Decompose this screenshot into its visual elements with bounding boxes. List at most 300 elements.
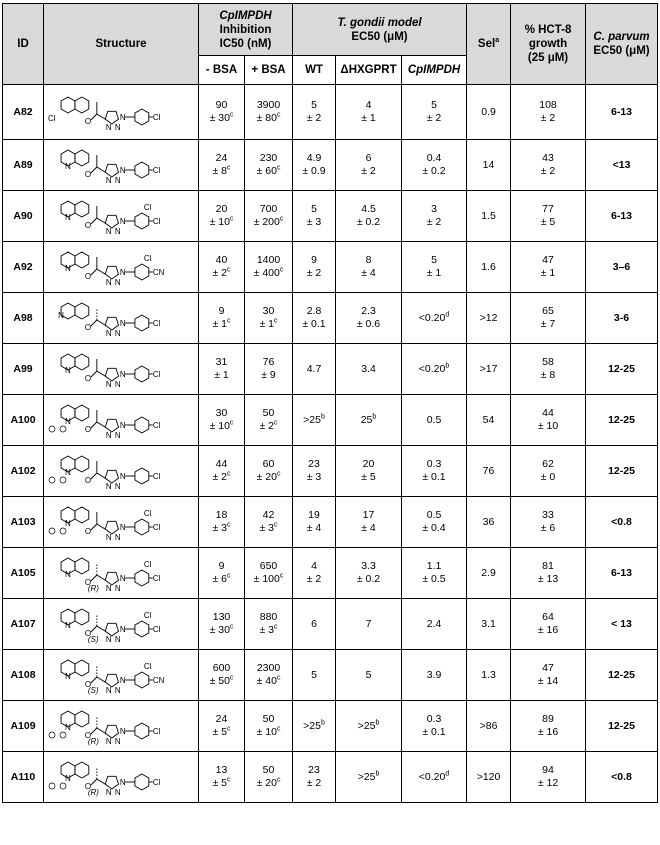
nitrogen-charge (60, 528, 66, 534)
ic50-plus-bsa (245, 242, 293, 293)
table-row (3, 446, 658, 497)
ec50-wt-sd: ± 3 (306, 216, 322, 228)
ec50-dhxgprt-mean: >25 (357, 770, 376, 783)
structure-cell (44, 344, 199, 395)
triazole-n1: N (105, 123, 112, 132)
oxide-charge (49, 732, 55, 738)
hct8-growth (511, 497, 586, 548)
triazole-n1: N (105, 533, 112, 542)
header-cparv-2: EC50 (μM) (593, 45, 650, 57)
hct8-growth-sd: ± 0 (540, 471, 556, 483)
compound-id: A99 (3, 344, 44, 395)
structure-drawing (46, 498, 196, 546)
ic50-plus-bsa (245, 344, 293, 395)
ec50-cpimpdh-sd: ± 0.1 (422, 726, 446, 738)
hct8-growth (511, 242, 586, 293)
ec50-dhxgprt-mean: 4.5 (361, 203, 376, 215)
stereo-label: (S) (87, 686, 99, 695)
selectivity: 14 (467, 140, 511, 191)
ec50-dhxgprt-mean: 3.3 (361, 560, 376, 572)
structure-cell (44, 140, 199, 191)
ic50-minus-bsa-mean: 9 (218, 305, 225, 317)
bond-o-ch (91, 626, 97, 632)
ic50-plus-bsa-footnote: c (276, 674, 281, 682)
bond-ch-triazole (97, 422, 105, 427)
ic50-minus-bsa (199, 140, 245, 191)
ec50-wt-mean: 6 (311, 617, 317, 630)
header-plus-bsa: + BSA (245, 56, 293, 85)
ic50-minus-bsa-footnote: c (229, 215, 234, 223)
ec50-dhxgprt-sd: ± 2 (361, 165, 376, 177)
structure-drawing (46, 88, 196, 136)
cparvum-ec50: 6-13 (586, 191, 658, 242)
ec50-dhxgprt-mean: 25 (360, 413, 373, 426)
ec50-cpimpdh (402, 752, 467, 803)
ec50-wt-mean: 19 (308, 509, 320, 521)
triazole-n2: N (114, 737, 121, 746)
triazole-n1: N (105, 584, 112, 593)
header-tg-sub: EC50 (μM) (351, 30, 408, 43)
triazole-n3: N (119, 113, 126, 122)
ec50-cpimpdh (402, 191, 467, 242)
header-cp-title: CpIMPDH (219, 9, 272, 22)
ec50-cpimpdh-mean: 5 (431, 99, 437, 111)
ic50-plus-bsa-sd: ± 3 (259, 624, 275, 636)
header-minus-bsa: - BSA (199, 56, 245, 85)
ec50-wt-mean: 5 (311, 203, 317, 215)
triazole-n1: N (105, 278, 112, 287)
ic50-plus-bsa (245, 446, 293, 497)
ic50-minus-bsa-value (199, 99, 244, 112)
ic50-minus-bsa-mean: 18 (215, 509, 228, 521)
ec50-cpimpdh-sd: ± 2 (426, 112, 442, 124)
ic50-plus-bsa (245, 548, 293, 599)
ic50-plus-bsa (245, 701, 293, 752)
ec50-cpimpdh (402, 395, 467, 446)
ring-right (75, 252, 89, 268)
table-row (3, 140, 658, 191)
ec50-dhxgprt (336, 701, 402, 752)
bond-ch-triazole (97, 218, 105, 223)
header-cpimpdh-inhibition (199, 4, 293, 56)
hct8-growth-mean: 65 (542, 305, 554, 317)
structure-drawing (46, 447, 196, 495)
bond-ch-triazole (97, 524, 105, 529)
triazole-n2: N (114, 584, 121, 593)
ec50-dhxgprt-value (336, 99, 401, 112)
table-row (3, 395, 658, 446)
ic50-minus-bsa-sd: ± 3 (212, 522, 228, 534)
ec50-wt-value (293, 305, 335, 318)
table-row (3, 191, 658, 242)
hct8-growth-value (511, 203, 585, 216)
triazole-n2: N (114, 329, 121, 338)
hct8-growth-sd: ± 2 (540, 112, 556, 124)
ic50-minus-bsa (199, 599, 245, 650)
ec50-cpimpdh-value (402, 560, 466, 573)
ring-right (75, 711, 89, 727)
hct8-growth-mean: 62 (542, 458, 554, 470)
ether-oxygen: O (84, 782, 92, 791)
ec50-cpimpdh (402, 242, 467, 293)
structure-drawing (46, 600, 196, 648)
ec50-dhxgprt-sd: ± 1 (361, 112, 376, 124)
ring-right (75, 660, 89, 676)
ic50-plus-bsa-mean: 76 (262, 356, 275, 368)
phenyl-ring (135, 723, 149, 739)
hct8-growth-sd: ± 1 (540, 267, 556, 279)
ec50-dhxgprt-footnote: b (375, 719, 380, 726)
ring-nitrogen: N (65, 417, 71, 426)
phenyl-ring (135, 570, 149, 586)
ic50-plus-bsa-sd: ± 40 (256, 675, 277, 687)
ec50-wt-mean: 4 (311, 560, 317, 572)
ic50-minus-bsa-sd: ± 6 (212, 573, 228, 585)
ring-right (75, 558, 89, 574)
structure-drawing (46, 243, 196, 291)
ic50-plus-bsa (245, 85, 293, 140)
ring-nitrogen: N (65, 213, 71, 222)
ec50-dhxgprt (336, 548, 402, 599)
structure-cell (44, 446, 199, 497)
triazole-n3: N (119, 676, 126, 685)
ic50-plus-bsa-value (245, 152, 292, 165)
para-chloro: Cl (152, 574, 161, 583)
ether-oxygen: O (84, 221, 92, 230)
ec50-wt-sd: ± 3 (306, 471, 322, 483)
ec50-wt-sd: ± 2 (306, 112, 322, 124)
triazole-n1: N (105, 176, 112, 185)
ec50-cpimpdh-mean: 0.5 (426, 509, 442, 521)
table-row (3, 85, 658, 140)
ec50-wt-mean: 9 (311, 254, 317, 266)
ec50-cpimpdh (402, 344, 467, 395)
ec50-cpimpdh-sd: ± 1 (426, 267, 442, 279)
ether-oxygen: O (84, 476, 92, 485)
compound-id: A89 (3, 140, 44, 191)
compound-id: A102 (3, 446, 44, 497)
bond-o-ch (91, 114, 97, 120)
ec50-cpimpdh-mean: <0.20 (418, 362, 446, 375)
bond-ch-triazole (97, 677, 105, 682)
compound-id: A107 (3, 599, 44, 650)
ec50-cpimpdh (402, 497, 467, 548)
structure-drawing (46, 192, 196, 240)
bond-o-ch (91, 167, 97, 173)
ec50-dhxgprt (336, 497, 402, 548)
ec50-wt (293, 599, 336, 650)
triazole-n2: N (114, 123, 121, 132)
ic50-plus-bsa-mean: 50 (262, 764, 275, 776)
ec50-dhxgprt-value (336, 509, 401, 522)
ic50-minus-bsa (199, 446, 245, 497)
ic50-minus-bsa (199, 293, 245, 344)
hct8-growth (511, 599, 586, 650)
ec50-dhxgprt-value (336, 152, 401, 165)
ic50-plus-bsa (245, 191, 293, 242)
ec50-cpimpdh-value (402, 414, 466, 427)
cparvum-ec50: <0.8 (586, 752, 658, 803)
compound-id: A90 (3, 191, 44, 242)
triazole-n2: N (114, 533, 121, 542)
ec50-wt-value (293, 509, 335, 522)
hct8-growth-sd: ± 14 (537, 675, 559, 687)
ic50-plus-bsa-value (245, 509, 292, 522)
stereo-label: (R) (87, 737, 99, 746)
ic50-minus-bsa-footnote: c (227, 725, 231, 733)
oxide-charge (49, 783, 55, 789)
ic50-minus-bsa-footnote: c (227, 470, 231, 478)
ic50-plus-bsa (245, 650, 293, 701)
ic50-plus-bsa-value (245, 611, 292, 624)
ic50-minus-bsa-footnote: c (227, 164, 231, 172)
hct8-growth-sd: ± 8 (540, 369, 556, 381)
ic50-minus-bsa-mean: 30 (215, 407, 228, 419)
ec50-wt-sd: ± 2 (306, 573, 322, 585)
ic50-minus-bsa-sd: ± 5 (212, 726, 228, 738)
ec50-cpimpdh-mean: 5 (431, 254, 437, 266)
ring-right (75, 354, 89, 370)
structure-cell (44, 191, 199, 242)
hct8-growth-sd: ± 13 (537, 573, 559, 585)
ic50-minus-bsa-value (199, 764, 244, 777)
ec50-wt-footnote: b (320, 719, 325, 726)
ec50-wt-value (293, 414, 335, 427)
ec50-cpimpdh-footnote: b (445, 362, 450, 369)
ec50-dhxgprt-sd: ± 0.2 (356, 216, 381, 228)
ec50-wt (293, 497, 336, 548)
hct8-growth-mean: 58 (542, 356, 554, 368)
ec50-dhxgprt (336, 344, 402, 395)
ic50-plus-bsa-value (245, 662, 292, 675)
bond-o-ch (91, 524, 97, 530)
structure-drawing (46, 549, 196, 597)
structure-cell (44, 599, 199, 650)
para-chloro: Cl (152, 523, 161, 532)
hct8-growth-value (511, 152, 585, 165)
ic50-plus-bsa-value (245, 203, 292, 216)
bond-ch-triazole (97, 779, 105, 784)
selectivity: 1.3 (467, 650, 511, 701)
hct8-growth-mean: 94 (542, 764, 554, 776)
oxide-charge (49, 426, 55, 432)
ec50-wt (293, 293, 336, 344)
ec50-wt (293, 191, 336, 242)
ring-right (75, 456, 89, 472)
triazole-n3: N (119, 268, 126, 277)
ic50-minus-bsa-value (199, 203, 244, 216)
ic50-minus-bsa (199, 650, 245, 701)
bond-o-ch (91, 422, 97, 428)
ec50-cpimpdh-mean: 3 (431, 203, 437, 215)
ic50-plus-bsa-value (245, 356, 292, 369)
phenyl-ring (135, 264, 149, 280)
ec50-cpimpdh-value (402, 771, 466, 784)
ic50-plus-bsa-mean: 60 (262, 458, 275, 470)
hct8-growth-mean: 47 (542, 254, 554, 266)
para-chloro: Cl (152, 421, 161, 430)
hct8-growth-value (511, 254, 585, 267)
triazole-n1: N (105, 686, 112, 695)
header-hct-2: growth (528, 38, 568, 50)
structure-drawing (46, 294, 196, 342)
structure-cell (44, 497, 199, 548)
ec50-dhxgprt-value (336, 669, 401, 682)
structure-cell (44, 293, 199, 344)
ec50-wt-value (293, 720, 335, 733)
ec50-dhxgprt-value (336, 203, 401, 216)
ec50-cpimpdh-mean: 0.3 (426, 458, 442, 470)
structure-cell (44, 548, 199, 599)
bond-ch-triazole (97, 114, 105, 119)
triazole-n3: N (119, 625, 126, 634)
ether-oxygen: O (84, 680, 92, 689)
header-cp-sub2: IC50 (nM) (219, 37, 272, 50)
meta-chloro: Cl (143, 662, 152, 671)
ec50-cpimpdh-sd: ± 0.5 (422, 573, 446, 585)
ether-oxygen: O (84, 374, 92, 383)
ic50-minus-bsa-value (199, 356, 244, 369)
ic50-minus-bsa-mean: 600 (212, 662, 231, 674)
hct8-growth (511, 344, 586, 395)
selectivity: 3.1 (467, 599, 511, 650)
ic50-plus-bsa-sd: ± 400 (253, 267, 280, 279)
ic50-plus-bsa-value (245, 560, 292, 573)
ring-nitrogen: N (65, 264, 71, 273)
ec50-dhxgprt-mean: 17 (362, 509, 375, 521)
ec50-cpimpdh-mean: 2.4 (426, 617, 442, 630)
phenyl-ring (135, 109, 149, 125)
ic50-plus-bsa (245, 140, 293, 191)
ic50-minus-bsa-mean: 13 (215, 764, 228, 776)
ic50-plus-bsa-footnote: c (276, 164, 281, 172)
ic50-plus-bsa-sd: ± 10 (256, 726, 277, 738)
ec50-dhxgprt (336, 752, 402, 803)
ic50-plus-bsa-footnote: c (276, 470, 281, 478)
ring-right (75, 507, 89, 523)
para-cyano: CN (152, 676, 165, 685)
hct8-growth-mean: 33 (542, 509, 554, 521)
ic50-minus-bsa-value (199, 254, 244, 267)
ic50-plus-bsa-value (245, 254, 292, 267)
phenyl-ring (135, 315, 149, 331)
ic50-plus-bsa-footnote: c (274, 623, 278, 631)
ec50-dhxgprt-sd: ± 4 (361, 522, 376, 534)
hct8-growth-sd: ± 2 (540, 165, 556, 177)
ic50-minus-bsa-sd: ± 50 (209, 675, 230, 687)
triazole-n2: N (114, 176, 121, 185)
ec50-wt-mean: 2.8 (306, 305, 322, 317)
hct8-growth-value (511, 764, 585, 777)
ic50-plus-bsa-sd: ± 20 (256, 777, 277, 789)
ic50-plus-bsa (245, 395, 293, 446)
phenyl-ring (135, 621, 149, 637)
ec50-dhxgprt (336, 599, 402, 650)
header-hct-3: (25 μM) (527, 52, 569, 64)
ic50-plus-bsa-sd: ± 60 (256, 165, 277, 177)
ec50-wt-value (293, 764, 335, 777)
ec50-wt-footnote: b (320, 413, 325, 420)
ec50-cpimpdh (402, 548, 467, 599)
ec50-cpimpdh-value (402, 99, 466, 112)
cparvum-ec50: <13 (586, 140, 658, 191)
ec50-wt-value (293, 363, 335, 376)
triazole-n3: N (119, 370, 126, 379)
ic50-minus-bsa-sd: ± 5 (212, 777, 228, 789)
bond-o-ch (91, 473, 97, 479)
ether-oxygen: O (84, 629, 92, 638)
ec50-dhxgprt-footnote: b (375, 770, 380, 777)
hct8-growth (511, 140, 586, 191)
structure-cell (44, 85, 199, 140)
cparvum-ec50: < 13 (586, 599, 658, 650)
phenyl-ring (135, 774, 149, 790)
bond-o-ch (91, 575, 97, 581)
structure-drawing (46, 396, 196, 444)
ic50-minus-bsa-sd: ± 2 (212, 267, 228, 279)
ic50-minus-bsa-mean: 31 (215, 356, 228, 368)
ic50-minus-bsa (199, 85, 245, 140)
triazole-n1: N (105, 788, 112, 797)
header-sel-footnote: a (495, 37, 500, 45)
selectivity: 76 (467, 446, 511, 497)
ec50-wt (293, 446, 336, 497)
ic50-minus-bsa-sd: ± 10 (209, 216, 230, 228)
ec50-cpimpdh (402, 140, 467, 191)
cparvum-ec50: 12-25 (586, 446, 658, 497)
compound-id: A103 (3, 497, 44, 548)
triazole-n3: N (119, 523, 126, 532)
compound-id: A108 (3, 650, 44, 701)
para-chloro: Cl (152, 113, 161, 122)
triazole-n2: N (114, 278, 121, 287)
header-cpimpdh: CpIMPDH (402, 56, 467, 85)
meta-chloro: Cl (143, 203, 152, 212)
ec50-wt-mean: 4.7 (306, 362, 322, 375)
cparvum-ec50: 12-25 (586, 701, 658, 752)
ic50-plus-bsa-sd: ± 100 (253, 573, 280, 585)
ic50-plus-bsa (245, 599, 293, 650)
triazole-n2: N (114, 482, 121, 491)
para-chloro: Cl (152, 727, 161, 736)
hct8-growth-value (511, 611, 585, 624)
structure-drawing (46, 141, 196, 189)
hct8-growth (511, 191, 586, 242)
hct8-growth-mean: 108 (539, 99, 557, 111)
hct8-growth-value (511, 356, 585, 369)
ether-oxygen: O (84, 527, 92, 536)
hct8-growth-sd: ± 16 (537, 624, 559, 636)
stereo-label: (S) (87, 635, 99, 644)
table-row (3, 752, 658, 803)
ic50-minus-bsa-sd: ± 8 (212, 165, 228, 177)
para-chloro: Cl (152, 319, 161, 328)
para-chloro: Cl (152, 472, 161, 481)
structure-drawing (46, 753, 196, 801)
header-cparvum (586, 4, 658, 85)
ec50-wt-sd: ± 0.1 (302, 318, 326, 330)
ring-nitrogen: N (65, 672, 71, 681)
hct8-growth-sd: ± 6 (540, 522, 556, 534)
ec50-wt-mean: 23 (308, 458, 320, 470)
ic50-minus-bsa-footnote: c (229, 419, 234, 427)
hct8-growth-sd: ± 7 (540, 318, 556, 330)
ec50-cpimpdh-value (402, 152, 466, 165)
triazole-n1: N (105, 482, 112, 491)
hct8-growth-value (511, 407, 585, 420)
header-hct-1: % HCT-8 (524, 24, 572, 36)
ic50-plus-bsa-footnote: c (274, 419, 278, 427)
